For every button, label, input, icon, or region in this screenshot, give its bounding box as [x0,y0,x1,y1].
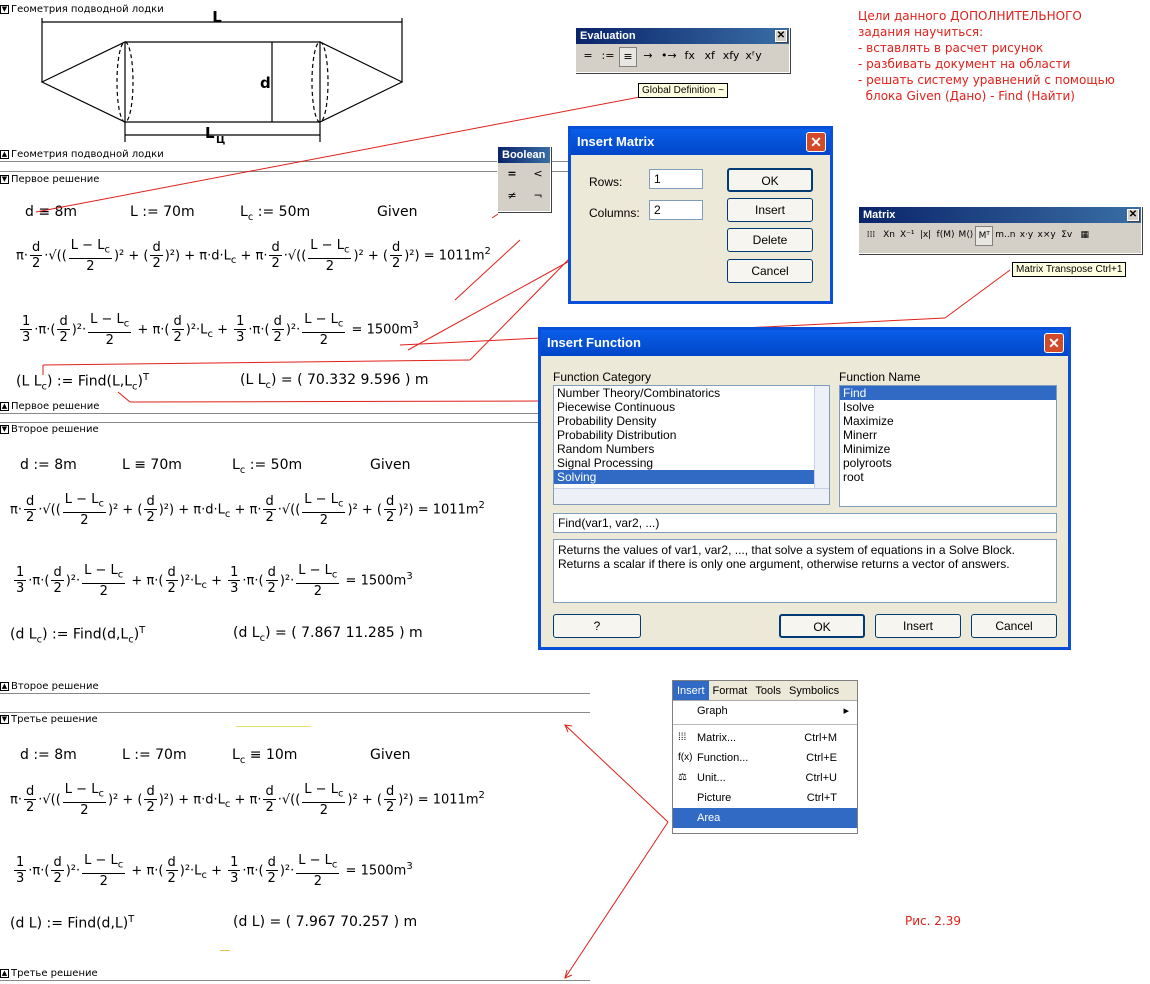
insert-matrix-dialog[interactable] [568,126,833,304]
evaluation-toolbar[interactable] [575,27,790,73]
list-item[interactable]: root [843,470,864,484]
menu-item-area[interactable]: Area [673,808,857,828]
menu-tools[interactable]: Tools [755,685,782,697]
eval-global-def-button[interactable]: ≡ [619,47,637,67]
matrix-transpose-tooltip: Matrix Transpose Ctrl+1 [1012,262,1126,277]
matrix-icon: ⁞⁞⁞ [678,732,687,743]
horizontal-scrollbar[interactable] [554,488,829,504]
expand-arrow-icon[interactable]: ▲ [1,149,8,158]
category-list[interactable] [553,385,830,505]
matrix-determinant-button[interactable]: |x| [919,230,932,240]
figure-Lc-sub: Ц [216,135,226,145]
unit-icon: ⚖ [678,772,687,783]
s2-given[interactable]: Given [370,457,411,473]
list-item-selected[interactable]: Find [840,386,1056,400]
s2-L-def[interactable]: L ≡ 70m [122,457,182,473]
list-item[interactable]: Probability Distribution [557,428,677,442]
function-category-label: Function Category [553,370,652,384]
list-item[interactable]: Signal Processing [557,456,654,470]
eval-postfix-button[interactable]: xf [704,49,715,62]
bool-not-button[interactable]: ¬ [533,189,543,202]
ok-button[interactable]: OK [727,168,813,192]
s3-result: (d L) = ( 7.967 70.257 ) m [233,914,418,930]
list-item[interactable]: Minimize [843,442,891,456]
goals-note: Цели данного ДОПОЛНИТЕЛЬНОГО задания научиться: - вставлять в расчет рисунок - разбивать документ на области - решать систему уравнений с помощью блока Given (Дано) - Find (Найти) [858,9,1115,103]
vertical-scrollbar[interactable] [814,386,829,490]
menu-format[interactable]: Format [712,685,748,697]
s1-volume-equation[interactable]: $\frac{1}{3}$ ·π·( $\frac{d}{2}$ )²· $\frac{L - L_c}{2}$ + π·( $\frac{d}{2}$ )$^2\cdot L_c$ + $\frac{1}{3}$ ·π·( $\frac{d}{2}$ )²· $\frac{L - L_c}{2}$ = $1500m^3$ [22,312,419,348]
s3-find[interactable]: (d L) := $Find(d,L)^T$ [10,914,135,932]
menu-item-graph[interactable]: Graph ▸ [673,701,857,721]
eval-prefix-button[interactable]: fx [684,49,695,62]
boolean-toolbar[interactable] [497,146,551,212]
insert-menu[interactable] [672,680,858,834]
eval-assign-button[interactable]: := [601,49,615,62]
ok-button[interactable]: OK [779,614,865,638]
boolean-toolbar-title[interactable]: Boolean [498,147,550,163]
s3-given[interactable]: Given [370,747,411,763]
list-item[interactable]: polyroots [843,456,892,470]
matrix-inverse-button[interactable]: X⁻¹ [900,230,915,240]
list-item[interactable]: Random Numbers [557,442,655,456]
s2-result: (d $L_c$) = ( 7.867 11.285 ) m [233,625,423,644]
matrix-subscript-button[interactable]: Xn [883,230,895,240]
close-icon[interactable]: ✕ [806,132,826,152]
list-item[interactable]: Isolve [843,400,875,414]
eval-keyword-button[interactable]: •→ [661,49,677,62]
s1-area-equation[interactable]: π· $\frac{d}{2}$ ·√(( $\frac{L - L_c}{2}$ )² + ( $\frac{d}{2}$ )$^2) + \pi\cdot d\cdot L_c + \pi\cdot$ $\frac{d}{2}$ ·√(( $\frac{L - L_c}{2}$ )² + ( $\frac{d}{2}$ )$^2) = 1011m^2$ [16,238,491,274]
s1-d-def[interactable]: d ≡ 8m [25,204,78,220]
eval-symbolic-button[interactable]: → [643,49,653,62]
matrix-range-button[interactable]: m..n [995,230,1016,240]
s1-Lc-def[interactable]: $L_c$ := 50m [240,204,311,223]
matrix-toolbar-title[interactable]: Matrix ✕ [859,207,1141,223]
list-item[interactable]: Number Theory/Combinatorics [557,386,721,400]
collapse-arrow-icon[interactable]: ▼ [1,424,8,433]
global-definition-tooltip: Global Definition ~ [638,83,728,98]
submenu-arrow-icon: ▸ [843,705,849,717]
s3-L-def[interactable]: L := 70m [122,747,187,763]
matrix-picture-button[interactable]: ▦ [1080,230,1089,240]
s3-area-equation[interactable]: π· $\frac{d}{2}$ ·√(( $\frac{L - L_c}{2}$ )² + ( $\frac{d}{2}$ )$^2) + \pi\cdot d\cdot L_c + \pi\cdot$ $\frac{d}{2}$ ·√(( $\frac{L - L_c}{2}$ )² + ( $\frac{d}{2}$ )$^2) = 1011m^2$ [10,782,485,818]
figure-Lc-label: L [205,124,215,142]
s1-L-def[interactable]: L := 70m [130,204,195,220]
cancel-button[interactable]: Cancel [727,259,813,283]
s2-area-equation[interactable]: π· $\frac{d}{2}$ ·√(( $\frac{L - L_c}{2}$ )² + ( $\frac{d}{2}$ )$^2) + \pi\cdot d\cdot L_c + \pi\cdot$ $\frac{d}{2}$ ·√(( $\frac{L - L_c}{2}$ )² + ( $\frac{d}{2}$ )$^2) = 1011m^2$ [10,492,485,528]
region-header-geometry[interactable]: ▼ Геометрия подводной лодки [1,4,164,15]
region-footer-third[interactable]: ▲ Третье решение [1,968,98,979]
function-signature: Find(var1, var2, ...) [553,513,1057,533]
close-icon[interactable]: ✕ [776,30,786,41]
columns-input[interactable]: 2 [649,200,703,220]
s2-d-def[interactable]: d := 8m [20,457,77,473]
bool-equal-button[interactable]: = [507,167,517,180]
function-description: Returns the values of var1, var2, ..., that solve a system of equations in a Solve Block. Returns a scalar if there is only one argument, otherwise returns a vector of answers. [553,539,1057,603]
region-footer-second[interactable]: ▲ Второе решение [1,681,99,692]
function-name-list[interactable] [839,385,1057,507]
insert-button[interactable]: Insert [875,614,961,638]
menu-item-matrix[interactable]: ⁞⁞⁞ Matrix... Ctrl+M [673,728,857,748]
expand-arrow-icon[interactable]: ▲ [1,968,8,977]
list-item[interactable]: Minerr [843,428,878,442]
s3-d-def[interactable]: d := 8m [20,747,77,763]
close-icon[interactable]: ✕ [1128,209,1138,220]
matrix-cross-button[interactable]: x×y [1037,230,1056,240]
list-item-selected[interactable]: Solving [554,470,829,484]
eval-treefix-button[interactable]: xᶠy [745,49,762,62]
close-icon[interactable]: ✕ [1044,333,1064,353]
collapse-arrow-icon[interactable]: ▼ [1,174,8,183]
region-header-third[interactable]: ▼ Третье решение [1,714,98,725]
bool-notequal-button[interactable]: ≠ [507,189,517,202]
bool-less-button[interactable]: < [533,167,543,180]
list-item[interactable]: Piecewise Continuous [557,400,676,414]
s1-find[interactable]: (L $L_c$) := $Find(L,L_c)^T$ [16,372,150,393]
rows-input[interactable]: 1 [649,169,703,189]
collapse-arrow-icon[interactable]: ▼ [1,714,8,723]
insert-function-dialog[interactable] [538,327,1071,650]
menu-symbolics[interactable]: Symbolics [789,685,840,697]
matrix-insert-button[interactable]: ⁞⁞⁞ [866,230,876,240]
list-item[interactable]: Maximize [843,414,894,428]
insert-button[interactable]: Insert [727,198,813,222]
s3-Lc-def[interactable]: $L_c \equiv 10m$ [232,747,298,766]
menu-item-unit[interactable]: ⚖ Unit... Ctrl+U [673,768,857,788]
s1-result: (L $L_c$) = ( 70.332 9.596 ) m [240,372,429,391]
menu-item-picture[interactable]: Picture Ctrl+T [697,792,837,804]
eval-infix-button[interactable]: xfy [722,49,740,62]
columns-label: Columns: [589,206,640,220]
evaluation-toolbar-title[interactable]: Evaluation ✕ [576,28,789,44]
matrix-toolbar[interactable] [858,206,1142,254]
figure-d-label: d [260,74,271,92]
menu-insert[interactable]: Insert [673,681,709,700]
matrix-transpose-button[interactable]: Mᵀ [975,226,993,246]
delete-button[interactable]: Delete [727,228,813,252]
matrix-dot-button[interactable]: x·y [1019,230,1034,240]
matrix-vectorize-button[interactable]: f(M) [936,230,955,240]
s3-volume-equation[interactable]: $\frac{1}{3}$ ·π·( $\frac{d}{2}$ )²· $\frac{L - L_c}{2}$ + π·( $\frac{d}{2}$ )$^2\cdot L_c$ + $\frac{1}{3}$ ·π·( $\frac{d}{2}$ )²· $\frac{L - L_c}{2}$ = $1500m^3$ [16,853,413,889]
help-button[interactable]: ? [553,614,641,638]
function-icon: f(x) [678,752,693,763]
function-name-label: Function Name [839,370,921,384]
region-header-second[interactable]: ▼ Второе решение [1,424,99,435]
insert-matrix-title[interactable]: Insert Matrix ✕ [571,129,830,155]
rows-label: Rows: [589,175,623,189]
matrix-sum-button[interactable]: Σv [1061,230,1073,240]
region-footer-geometry[interactable]: ▲ Геометрия подводной лодки [1,149,164,160]
s2-Lc-def[interactable]: $L_c$ := 50m [232,457,303,476]
region-footer-first[interactable]: ▲ Первое решение [1,401,100,412]
region-header-first[interactable]: ▼ Первое решение [1,174,100,185]
matrix-column-button[interactable]: M⟨⟩ [958,230,974,240]
collapse-arrow-icon[interactable]: ▼ [1,4,8,13]
figure-caption: Рис. 2.39 [905,914,961,928]
eval-equals-button[interactable]: = [583,49,593,62]
menu-item-function[interactable]: f(x) Function... Ctrl+E [673,748,857,768]
menu-bar[interactable] [673,681,857,701]
expand-arrow-icon[interactable]: ▲ [1,681,8,690]
insert-function-title[interactable]: Insert Function ✕ [541,330,1068,356]
s1-given[interactable]: Given [377,204,418,220]
s2-volume-equation[interactable]: $\frac{1}{3}$ ·π·( $\frac{d}{2}$ )²· $\frac{L - L_c}{2}$ + π·( $\frac{d}{2}$ )$^2\cdot L_c$ + $\frac{1}{3}$ ·π·( $\frac{d}{2}$ )²· $\frac{L - L_c}{2}$ = $1500m^3$ [16,563,413,599]
cancel-button[interactable]: Cancel [971,614,1057,638]
list-item[interactable]: Probability Density [557,414,657,428]
s2-find[interactable]: (d $L_c$) := $Find(d,L_c)^T$ [10,625,146,646]
figure-L-label: L [212,10,222,26]
expand-arrow-icon[interactable]: ▲ [1,401,8,410]
